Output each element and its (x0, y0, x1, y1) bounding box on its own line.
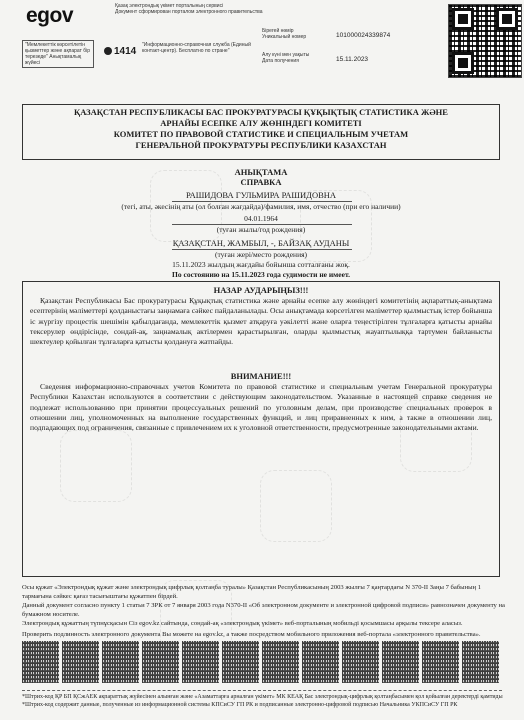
signature-barcodes (22, 641, 502, 683)
barcode-block (102, 641, 139, 683)
reference-system-box: "Мемлекеттік көрсетілетін қызметтер және ақпарат бір терезеде" Анықтамалық жүйесі (22, 40, 94, 68)
org-title-ru-2: ГЕНЕРАЛЬНОЙ ПРОКУРАТУРЫ РЕСПУБЛИКИ КАЗАХСТАН (135, 140, 387, 150)
person-name: РАШИДОВА ГУЛЬМИРА РАШИДОВНА (185, 190, 337, 200)
date-label: Алу күні мен уақыты Дата получения (262, 52, 310, 64)
org-title-kz-1: ҚАЗАҚСТАН РЕСПУБЛИКАСЫ БАС ПРОКУРАТУРАСЫ ҚҰҚЫҚТЫҚ СТАТИСТИКА ЖӘНЕ (74, 107, 448, 117)
notice-text-ru: Сведения информационно-справочных учетов Комитета по правовой статистике и специальным учетам Генеральной прокуратуры Республики Казахстан используются в соответствии с действующим законодательством. Указанные в настоящей справке сведения не подлежат использованию при принятии процессуальных решений по уголовным делам, при производстве специальных проверок в отношении лиц, уполномоченных на выполнение государственных функций, и лиц приравненных к ним, а также в отношении лиц, подпадающих под ограничения, связанные с привлечением их к уголовной ответственности, предусмотренные законодательными актами. (30, 382, 492, 433)
barcode-block (222, 641, 259, 683)
phone-icon (104, 47, 112, 55)
receipt-date: 15.11.2023 (336, 56, 369, 63)
check-text-kz-visible: Электрондық құжаттың түпнұсқасын Сіз egov.kz сайтында, сондай-ақ «электрондық үкімет» веб-порталының мобильді қосымшасы арқылы тексере аласыз. (22, 620, 463, 627)
contact-center-code: 1414 (104, 46, 136, 57)
law-text-kz: Осы құжат «Электрондық құжат және электрондық цифрлық қолтаңба туралы» Қазақстан Республикасының 2003 жылғы 7 қаңтардағы N 370-II Заңы 7 бабының 1 тармағына сәйкес қағаз тасығыштағы құжатпен бірдей. (22, 584, 482, 600)
org-title-ru-1: КОМИТЕТ ПО ПРАВОВОЙ СТАТИСТИКЕ И СПЕЦИАЛЬНЫМ УЧЕТАМ (113, 129, 409, 139)
barcode-note (22, 694, 506, 709)
barcode-block (22, 641, 59, 683)
barcode-block (302, 641, 339, 683)
barcode-note-kz: *Штрих-код ҚР БП ҚСжАЕК ақпараттық жүйесінен алынған және «Азаматтарға арналған үкімет» МК КЕАҚ Бас электрондық-цифрлық қолтаңбасымен қол қойылған деректерді қамтиды (22, 694, 503, 700)
notice-text-kz: Қазақстан Республикасы Бас прокуратурасы Құқықтық статистика және арнайы есепке алу жөніндегі комитетінің ақпараттық-анықтама есептерінің мәліметтері қолданыстағы заңнамаға сәйкес пайдаланылады. Осы анықтамада көрсетілген мәліметтер қылмыстық істер бойынша іс жүргізу процестік шешімін қабылдағанда, мемлекеттік қызмет атқаруға уәкілетті және оларға теңестірілген тұлғаларға қатысты арнайы тексерулер өндірісінде, сондай-ақ, заңнамалық актілермен қарастырылған, оларды қылмыстық жауаптылыққа тартумен байланысты шектеулер қойылған тұлғаларға қатысты қолдануға жатпайды. (30, 296, 492, 347)
barcode-note-ru: *Штрих-код содержит данные, полученные из информационной системы КПСиСУ ГП РК и подписанные электронно-цифровой подписью Начальника УКПСиСУ ГП РК (22, 701, 458, 708)
portal-service-text: Қазақ электрондық үкімет порталының сервисі Документ сформирован порталом электронного правительства (115, 3, 263, 15)
doc-title-kz: АНЫҚТАМА (234, 167, 288, 177)
name-caption: (тегі, аты, әкесінің аты (ол болған жағдайда)/фамилия, имя, отчество (при его наличии) (121, 202, 401, 211)
barcode-block (62, 641, 99, 683)
notice-title-ru: ВНИМАНИЕ!!! (230, 371, 292, 381)
footer-divider (22, 690, 502, 691)
place-caption: (туған жері/место рождения) (214, 250, 308, 259)
birth-date: 04.01.1964 (244, 214, 278, 223)
check-text-ru: Проверить подлинность электронного документа Вы можете на egov.kz, а также посредством мобильного приложения веб-портала «электронного правительства». (22, 631, 481, 638)
barcode-block (342, 641, 379, 683)
unique-number: 10100002433987​4 (336, 32, 391, 39)
egov-logo: egov (26, 4, 74, 27)
barcode-block (382, 641, 419, 683)
doc-title-ru: СПРАВКА (240, 177, 282, 187)
contact-center-text: "Информационно-справочная служба (Единый контакт-центр). Бесплатно по стране" (142, 42, 251, 54)
status-ru: По состоянию на 15.11.2023 года судимости не имеет. (172, 270, 350, 279)
unique-number-label: Бірегей нөмір Уникальный номер (262, 28, 307, 40)
birth-place: ҚАЗАҚСТАН, ЖАМБЫЛ, -, БАЙЗАҚ АУДАНЫ (172, 238, 350, 248)
check-text-group (22, 620, 506, 629)
birth-caption: (туған жылы/год рождения) (216, 225, 306, 234)
org-title-kz-2: АРНАЙЫ ЕСЕПКЕ АЛУ ЖӨНІНДЕГІ КОМИТЕТІ (160, 118, 362, 128)
notice-title-kz: НАЗАР АУДАРЫҢЫЗ!!! (213, 285, 309, 295)
barcode-block (422, 641, 459, 683)
qr-code (448, 4, 522, 78)
barcode-block (182, 641, 219, 683)
barcode-block (262, 641, 299, 683)
barcode-block (142, 641, 179, 683)
barcode-block (462, 641, 499, 683)
law-text-ru: Данный документ согласно пункту 1 статьи 7 ЗРК от 7 января 2003 года N370-II «Об электронном документе и электронной цифровой подписи» равнозначен документу на бумажном носителе. (22, 602, 505, 618)
status-kz: 15.11.2023 жылдың жағдайы бойынша сотталғаны жоқ. (172, 260, 350, 269)
